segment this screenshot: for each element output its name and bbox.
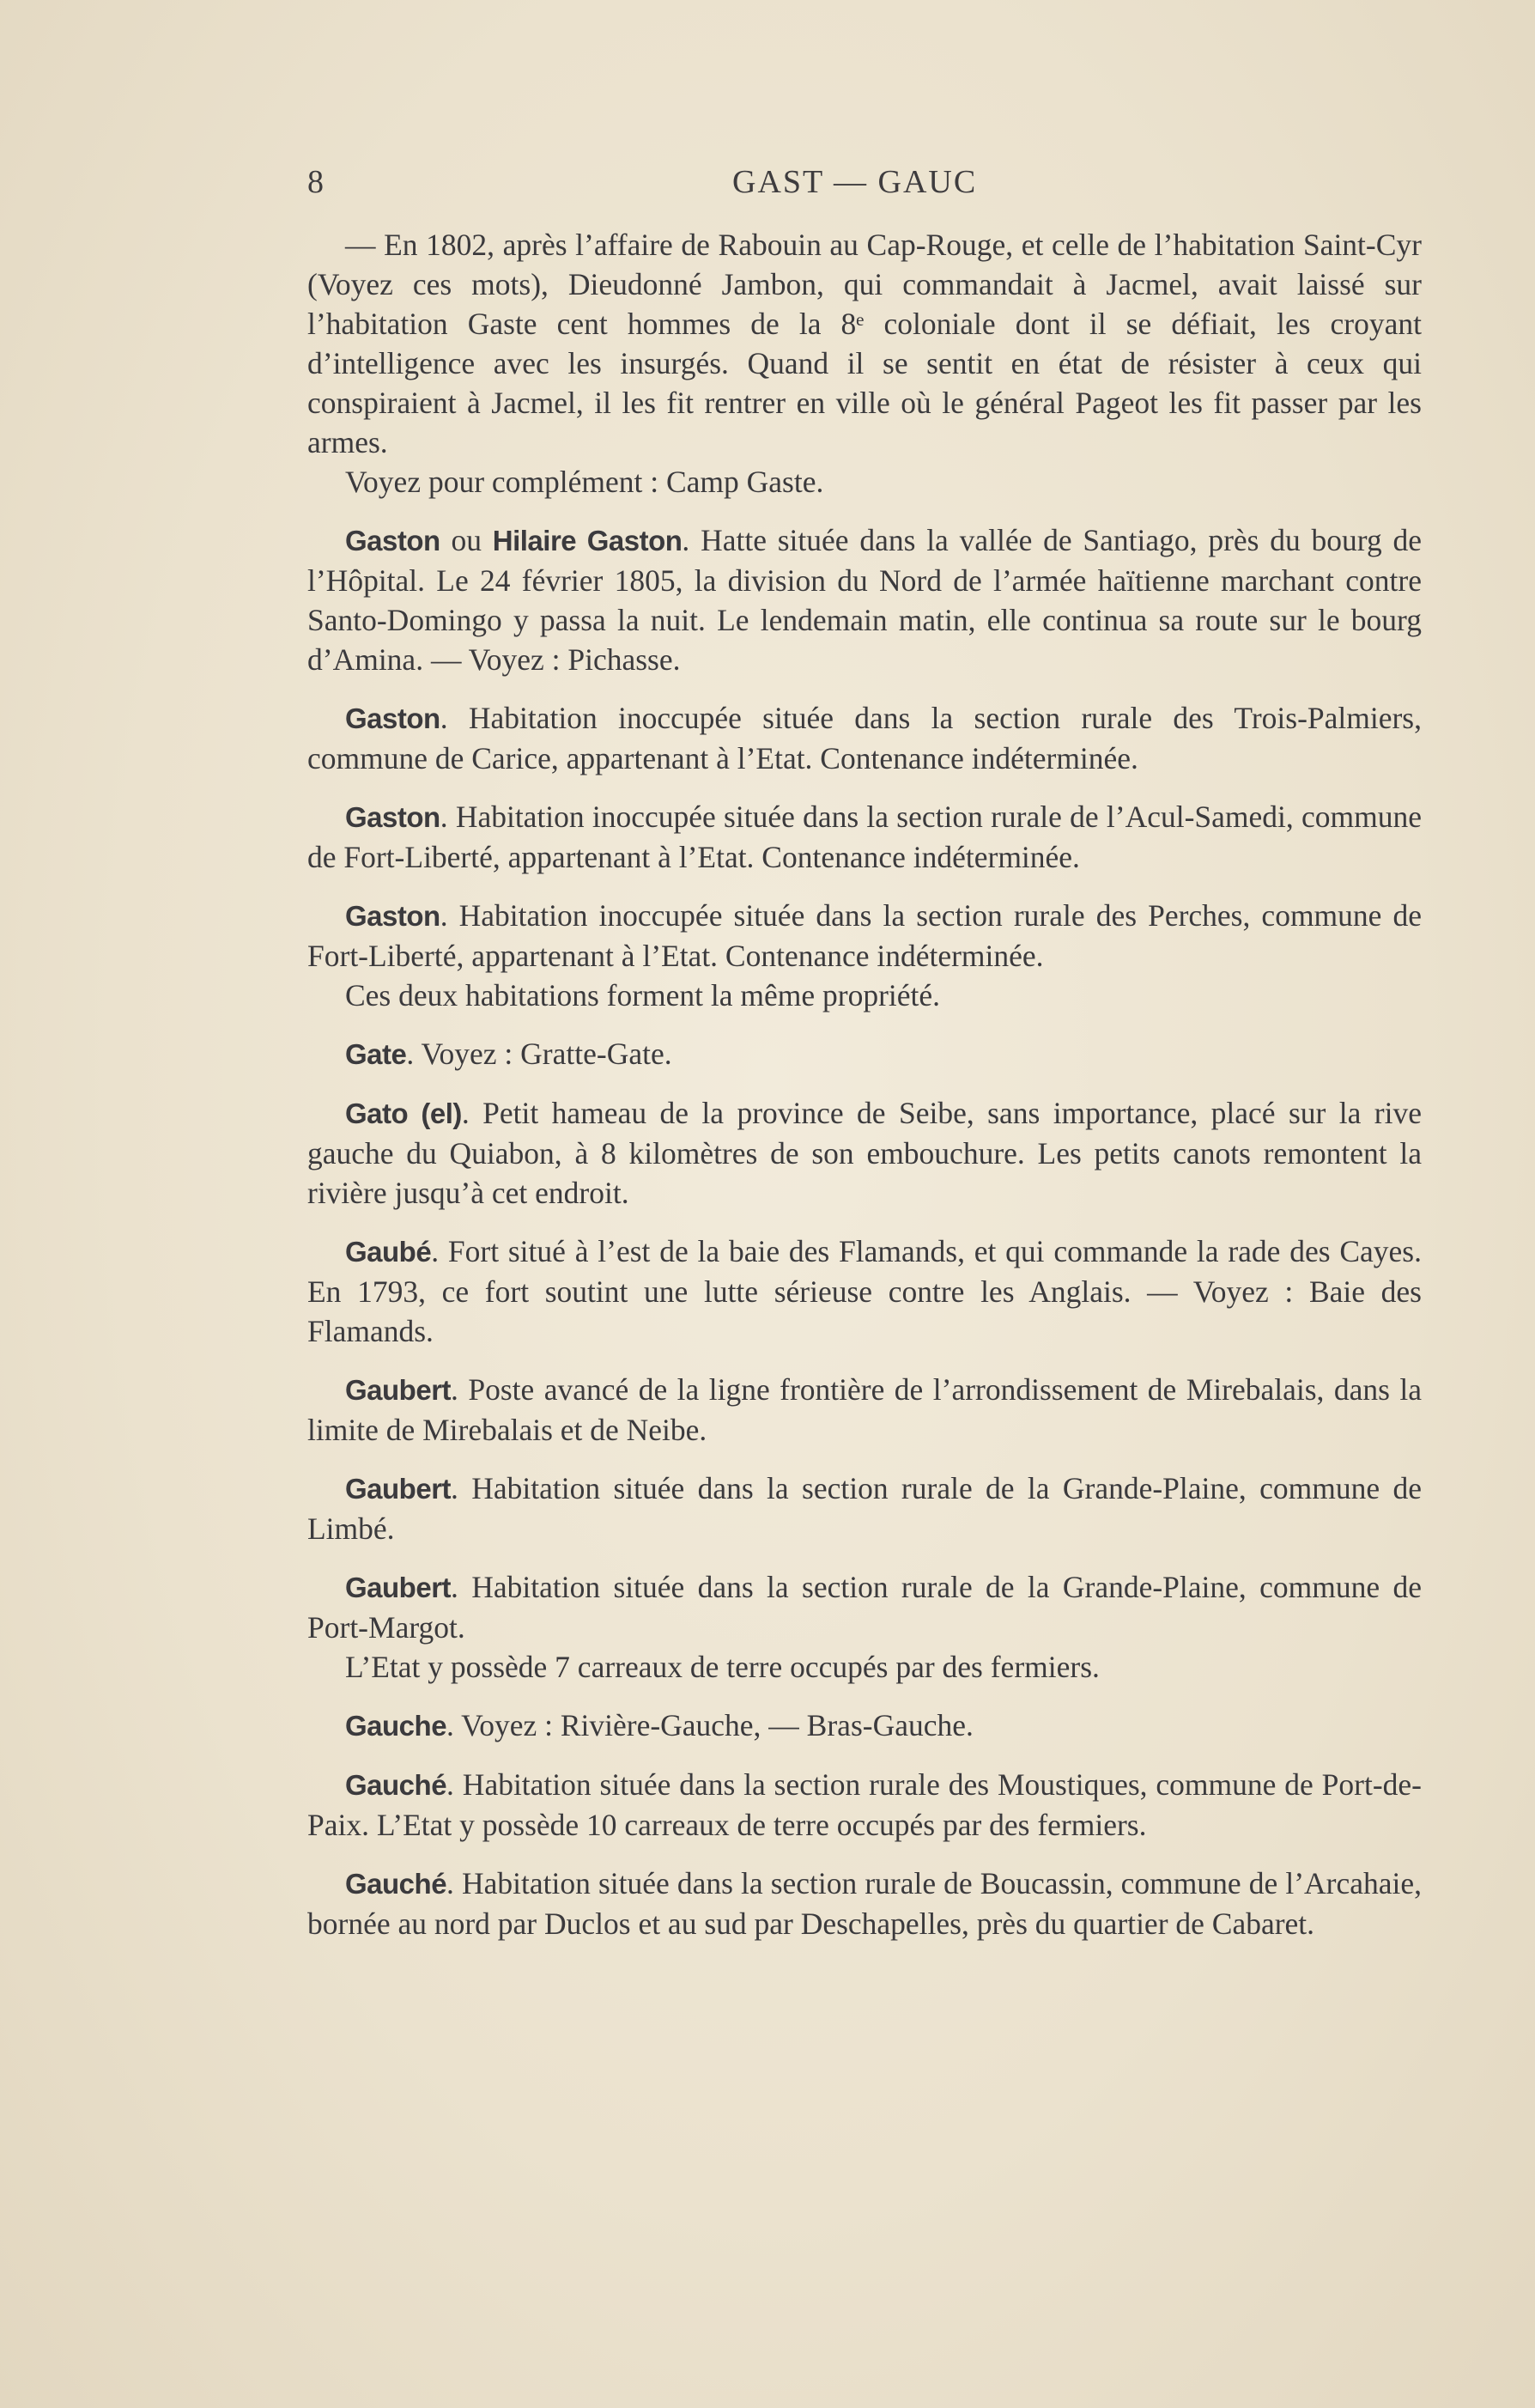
dictionary-entry xyxy=(307,698,1422,778)
entry-headword: Gaubert xyxy=(345,1374,452,1406)
dictionary-entry xyxy=(307,1765,1422,1845)
dictionary-entry xyxy=(307,225,1422,462)
dictionary-entry xyxy=(307,896,1422,976)
entry-body: . Voyez : Gratte-Gate. xyxy=(406,1037,672,1071)
entry-body: . Fort situé à l’est de la baie des Flamands, et qui commande la rade des Cayes. En 1793, ce fort soutint une lutte sérieuse contre les Anglais. — Voyez : Baie des Flamands. xyxy=(307,1234,1422,1348)
entry-connector: ou xyxy=(440,523,493,557)
entry-headword: Gaston xyxy=(345,525,440,556)
dictionary-entry xyxy=(307,1864,1422,1943)
entry-note: L’Etat y possède 7 carreaux de terre occupés par des fermiers. xyxy=(345,1650,1100,1684)
entry-body: . Petit hameau de la province de Seibe, sans importance, placé sur la rive gauche du Quiabon, à 8 kilomètres de son embouchure. Les petits canots remontent la rivière jusqu’à cet endroit. xyxy=(307,1096,1422,1210)
entry-headword: Gaubert xyxy=(345,1473,452,1505)
entry-headword: Gaston xyxy=(345,900,440,932)
entry-body: . Habitation inoccupée située dans la section rurale de l’Acul-Samedi, commune de Fort-Liberté, appartenant à l’Etat. Contenance indéterminée. xyxy=(307,800,1422,874)
dictionary-entry xyxy=(307,1093,1422,1213)
entry-headword: Gauché xyxy=(345,1769,447,1801)
entry-body: — En 1802, après l’affaire de Rabouin au Cap-Rouge, et celle de l’habitation Saint-Cyr (Voyez ces mots), Dieudonné Jambon, qui commandait à Jacmel, avait laissé sur l’habitation Gaste cent hommes de la 8ᵉ coloniale dont il se défiait, les croyant d’intelligence avec les insurgés. Quand il se sentit en état de résister à ceux qui conspiraient à Jacmel, il les fit rentrer en ville où le général Pageot les fit passer par les armes. xyxy=(307,228,1422,459)
entry-body: . Habitation située dans la section rurale des Moustiques, commune de Port-de-Paix. L’Etat y possède 10 carreaux de terre occupés par des fermiers. xyxy=(307,1767,1422,1842)
entry-headword: Gaston xyxy=(345,702,440,734)
entry-headword: Gaubert xyxy=(345,1572,452,1603)
entry-body: . Voyez : Rivière-Gauche, — Bras-Gauche. xyxy=(446,1708,974,1742)
dictionary-entry xyxy=(307,797,1422,877)
entry-body: . Poste avancé de la ligne frontière de l’arrondissement de Mirebalais, dans la limite de Mirebalais et de Neibe. xyxy=(307,1372,1422,1447)
dictionary-entry xyxy=(307,520,1422,679)
entry-note: Ces deux habitations forment la même propriété. xyxy=(345,978,941,1012)
page-number: 8 xyxy=(307,164,324,200)
entry-body: . Habitation inoccupée située dans la section rurale des Trois-Palmiers, commune de Carice, appartenant à l’Etat. Contenance indéterminée. xyxy=(307,701,1422,775)
entry-body: . Habitation située dans la section rurale de la Grande-Plaine, commune de Port-Margot. xyxy=(307,1570,1422,1645)
dictionary-entry xyxy=(307,1706,1422,1746)
entry-body: . Hatte située dans la vallée de Santiago, près du bourg de l’Hôpital. Le 24 février 1805, la division du Nord de l’armée haïtienne marchant contre Santo-Domingo y passa la nuit. Le lendemain matin, elle continua sa route sur le bourg d’Amina. — Voyez : Pichasse. xyxy=(307,523,1423,677)
entry-body: . Habitation située dans la section rurale de la Grande-Plaine, commune de Limbé. xyxy=(307,1471,1422,1546)
entry-headword: Gaubé xyxy=(345,1236,432,1268)
dictionary-entry xyxy=(307,1469,1422,1548)
dictionary-entry xyxy=(307,1034,1422,1074)
dictionary-text xyxy=(307,225,1422,1943)
entry-body: . Habitation inoccupée située dans la section rurale des Perches, commune de Fort-Liberté, appartenant à l’Etat. Contenance indéterminée. xyxy=(307,898,1422,973)
entry-headword: Gauché xyxy=(345,1868,447,1900)
entry-body: . Habitation située dans la section rurale de Boucassin, commune de l’Arcahaie, bornée au nord par Duclos et au sud par Deschapelles, près du quartier de Cabaret. xyxy=(307,1866,1422,1941)
dictionary-entry xyxy=(307,1567,1422,1647)
entry-headword: Gaston xyxy=(345,801,440,833)
entry-headword: Gauche xyxy=(345,1710,447,1742)
entry-headword: Gato (el) xyxy=(345,1098,462,1129)
page-header xyxy=(307,163,1423,215)
entry-note: Voyez pour complément : Camp Gaste. xyxy=(345,465,824,499)
dictionary-entry xyxy=(307,1231,1422,1351)
entry-headword-alt: Hilaire Gaston xyxy=(492,525,683,556)
dictionary-entry xyxy=(307,1370,1422,1450)
running-title: GAST — GAUC xyxy=(732,164,978,200)
entry-headword: Gate xyxy=(345,1038,407,1070)
